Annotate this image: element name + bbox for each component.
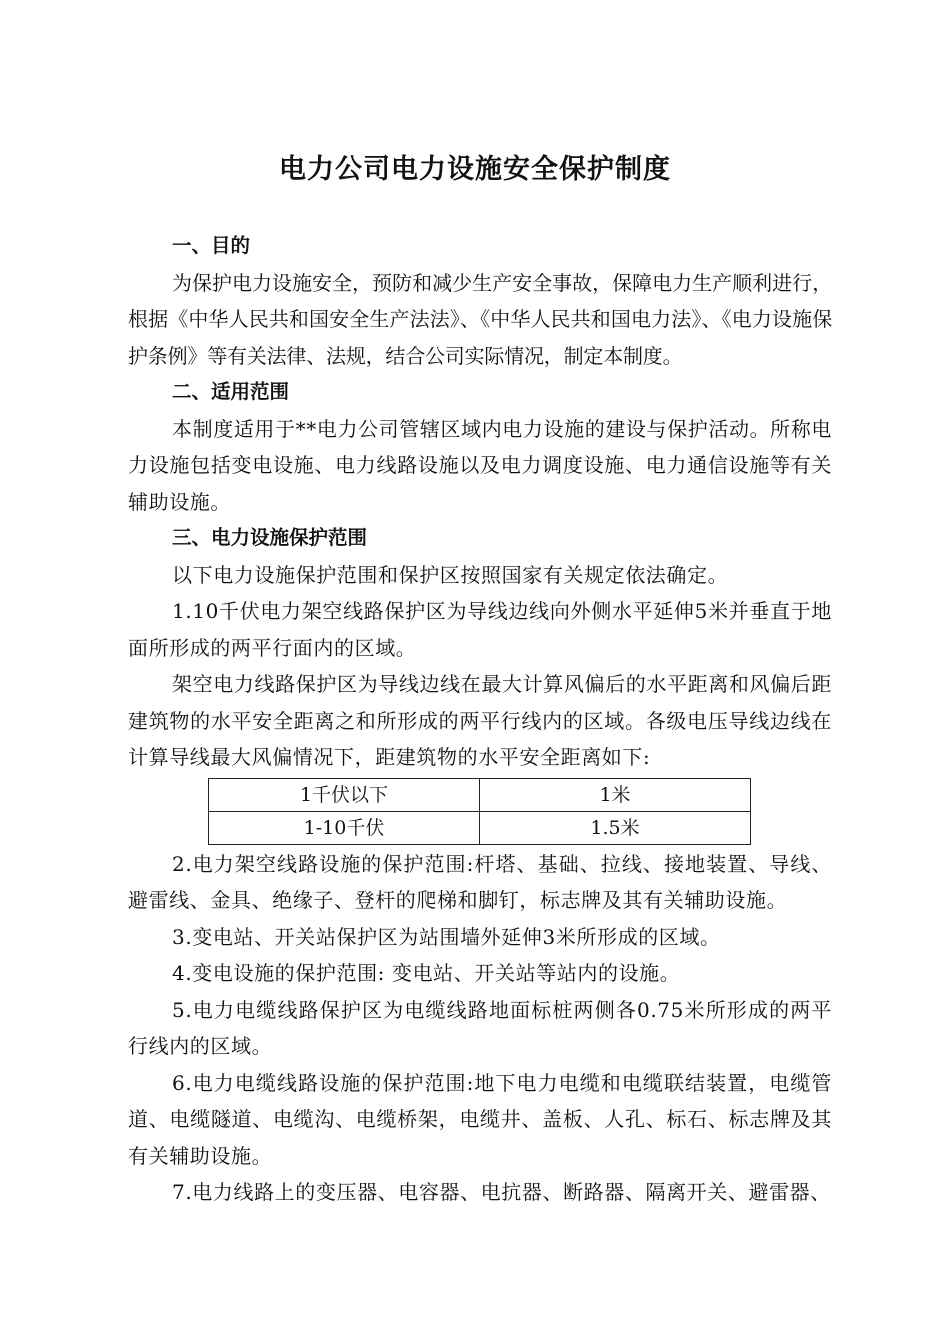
table-cell-voltage: 1千伏以下 [209, 778, 480, 811]
section-heading-scope: 二、适用范围 [172, 380, 290, 403]
table-row [209, 778, 751, 811]
table-row [209, 811, 751, 844]
paragraph-item-5: 5.电力电缆线路保护区为电缆线路地面标桩两侧各0.75米所形成的两平行线内的区域。 [128, 997, 832, 1058]
protection-items [128, 846, 832, 1211]
paragraph-item-1: 1.10千伏电力架空线路保护区为导线边线向外侧水平延伸5米并垂直于地面所形成的两平行面内的区域。 [128, 599, 832, 660]
paragraph-item-3: 3.变电站、开关站保护区为站围墙外延伸3米所形成的区域。 [172, 924, 721, 949]
paragraph-overhead-line-zone: 架空电力线路保护区为导线边线在最大计算风偏后的水平距离和风偏后距建筑物的水平安全距离之和所形成的两平行线内的区域。各级电压导线边线在计算导线最大风偏情况下，距建筑物的水平安全距离如下: [128, 672, 832, 769]
paragraph-purpose: 为保护电力设施安全，预防和减少生产安全事故，保障电力生产顺利进行，根据《中华人民共和国安全生产法法》、《中华人民共和国电力法》、《电力设施保护条例》等有关法律、法规，结合公司实际情况，制定本制度。 [128, 270, 832, 368]
paragraph-item-7: 7.电力线路上的变压器、电容器、电抗器、断路器、隔离开关、避雷器、 [172, 1180, 831, 1204]
table-cell-voltage: 1-10千伏 [209, 811, 480, 844]
table-cell-distance: 1米 [480, 778, 751, 811]
paragraph-item-4: 4.变电设施的保护范围: 变电站、开关站等站内的设施。 [172, 961, 681, 985]
table-cell-distance: 1.5米 [480, 811, 751, 844]
section-heading-purpose: 一、目的 [172, 234, 251, 257]
paragraph-item-2: 2.电力架空线路设施的保护范围:杆塔、基础、拉线、接地装置、导线、避雷线、金具、绝缘子、登杆的爬梯和脚钉，标志牌及其有关辅助设施。 [128, 851, 832, 912]
paragraph-item-6: 6.电力电缆线路设施的保护范围:地下电力电缆和电缆联结装置，电缆管道、电缆隧道、电缆沟、电缆桥架，电缆井、盖板、人孔、标石、标志牌及其有关辅助设施。 [128, 1070, 832, 1168]
document-body [128, 228, 832, 1211]
paragraph-scope: 本制度适用于**电力公司管辖区域内电力设施的建设与保护活动。所称电力设施包括变电设施、电力线路设施以及电力调度设施、电力通信设施等有关辅助设施。 [128, 416, 832, 514]
paragraph-protection-intro: 以下电力设施保护范围和保护区按照国家有关规定依法确定。 [172, 562, 729, 587]
section-heading-protection-range: 三、电力设施保护范围 [172, 526, 368, 549]
document-title: 电力公司电力设施安全保护制度 [279, 154, 671, 185]
distance-table [208, 778, 751, 845]
